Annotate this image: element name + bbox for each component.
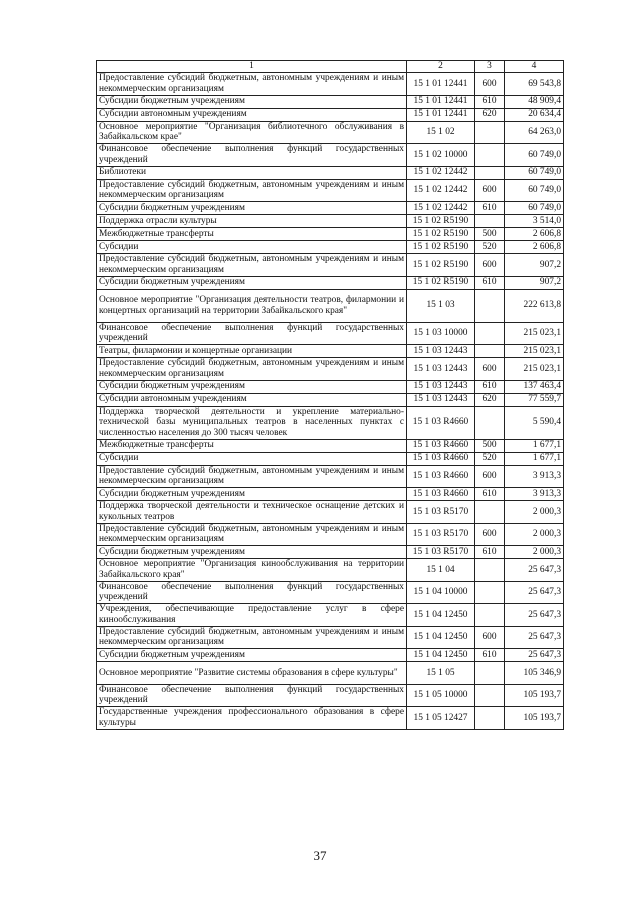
row-code-cell: 15 1 02 12442 — [407, 166, 475, 179]
row-code-cell: 15 1 04 12450 — [407, 626, 475, 649]
table-row — [97, 289, 564, 322]
table-row — [97, 581, 564, 604]
table-row — [97, 276, 564, 289]
row-code-cell: 15 1 02 R5190 — [407, 241, 475, 254]
row-type-cell: 600 — [475, 358, 505, 381]
row-type-cell — [475, 581, 505, 604]
row-code-cell: 15 1 01 12441 — [407, 95, 475, 108]
table-row — [97, 465, 564, 488]
row-name-cell: Основное мероприятие "Организация кинообслуживания на территории Забайкальского края" — [97, 559, 407, 582]
row-amount-cell: 137 463,4 — [505, 380, 564, 393]
row-name-cell: Субсидии бюджетным учреждениям — [97, 276, 407, 289]
row-amount-cell: 222 613,8 — [505, 289, 564, 322]
row-code-cell: 15 1 02 R5190 — [407, 215, 475, 228]
table-row — [97, 684, 564, 707]
row-type-cell: 600 — [475, 523, 505, 546]
table-row — [97, 121, 564, 144]
row-code-cell: 15 1 04 — [407, 559, 475, 582]
row-code-cell: 15 1 03 12443 — [407, 380, 475, 393]
row-amount-cell: 25 647,3 — [505, 604, 564, 627]
row-code-cell: 15 1 03 12443 — [407, 358, 475, 381]
table-row — [97, 345, 564, 358]
row-code-cell: 15 1 02 R5190 — [407, 228, 475, 241]
row-type-cell — [475, 289, 505, 322]
row-code-cell: 15 1 03 12443 — [407, 393, 475, 406]
row-type-cell — [475, 662, 505, 685]
row-amount-cell: 1 677,1 — [505, 452, 564, 465]
table-row — [97, 406, 564, 439]
row-type-cell: 610 — [475, 380, 505, 393]
row-amount-cell: 60 749,0 — [505, 179, 564, 202]
row-type-cell — [475, 166, 505, 179]
table-row — [97, 662, 564, 685]
header-col-4: 4 — [505, 61, 564, 73]
row-name-cell: Межбюджетные трансферты — [97, 228, 407, 241]
table-row — [97, 144, 564, 167]
row-name-cell: Финансовое обеспечение выполнения функций государственных учреждений — [97, 322, 407, 345]
table-row — [97, 626, 564, 649]
row-name-cell: Театры, филармонии и концертные организации — [97, 345, 407, 358]
table-row — [97, 452, 564, 465]
row-name-cell: Предоставление субсидий бюджетным, автономным учреждениям и иным некоммерческим организациям — [97, 179, 407, 202]
row-amount-cell: 25 647,3 — [505, 581, 564, 604]
row-type-cell: 500 — [475, 439, 505, 452]
row-amount-cell: 215 023,1 — [505, 345, 564, 358]
row-name-cell: Субсидии — [97, 452, 407, 465]
table-row — [97, 322, 564, 345]
row-amount-cell: 77 559,7 — [505, 393, 564, 406]
row-name-cell: Субсидии бюджетным учреждениям — [97, 380, 407, 393]
row-code-cell: 15 1 02 R5190 — [407, 254, 475, 277]
row-type-cell — [475, 345, 505, 358]
row-code-cell: 15 1 02 12442 — [407, 202, 475, 215]
header-col-1: 1 — [97, 61, 407, 73]
row-amount-cell: 215 023,1 — [505, 358, 564, 381]
row-type-cell — [475, 215, 505, 228]
row-code-cell: 15 1 03 R5170 — [407, 501, 475, 524]
table-row — [97, 488, 564, 501]
header-col-2: 2 — [407, 61, 475, 73]
table-row — [97, 501, 564, 524]
row-name-cell: Субсидии бюджетным учреждениям — [97, 488, 407, 501]
table-row — [97, 559, 564, 582]
row-amount-cell: 2 000,3 — [505, 546, 564, 559]
row-code-cell: 15 1 05 10000 — [407, 684, 475, 707]
table-row — [97, 108, 564, 121]
table-row — [97, 241, 564, 254]
row-type-cell: 620 — [475, 393, 505, 406]
page-number: 37 — [313, 848, 327, 863]
row-name-cell: Предоставление субсидий бюджетным, автономным учреждениям и иным некоммерческим организациям — [97, 254, 407, 277]
table-row — [97, 439, 564, 452]
row-name-cell: Субсидии автономным учреждениям — [97, 108, 407, 121]
row-type-cell: 520 — [475, 241, 505, 254]
row-amount-cell: 2 000,3 — [505, 501, 564, 524]
row-code-cell: 15 1 04 10000 — [407, 581, 475, 604]
row-name-cell: Поддержка творческой деятельности и укрепление материально-технической базы муниципальных театров в населенных пунктах с численностью населения до 300 тысяч человек — [97, 406, 407, 439]
row-amount-cell: 215 023,1 — [505, 322, 564, 345]
row-name-cell: Субсидии бюджетным учреждениям — [97, 649, 407, 662]
row-code-cell: 15 1 03 R4660 — [407, 406, 475, 439]
row-amount-cell: 907,2 — [505, 276, 564, 289]
row-amount-cell: 64 263,0 — [505, 121, 564, 144]
row-type-cell: 600 — [475, 179, 505, 202]
row-name-cell: Основное мероприятие "Организация деятельности театров, филармонии и концертных организаций на территории Забайкальского края" — [97, 289, 407, 322]
table-row — [97, 358, 564, 381]
row-type-cell: 610 — [475, 202, 505, 215]
row-name-cell: Финансовое обеспечение выполнения функций государственных учреждений — [97, 684, 407, 707]
table-body — [97, 73, 564, 730]
row-amount-cell: 105 193,7 — [505, 707, 564, 730]
row-type-cell: 620 — [475, 108, 505, 121]
row-name-cell: Основное мероприятие "Развитие системы образования в сфере культуры" — [97, 662, 407, 685]
row-code-cell: 15 1 03 R4660 — [407, 439, 475, 452]
row-amount-cell: 2 606,8 — [505, 228, 564, 241]
row-amount-cell: 48 909,4 — [505, 95, 564, 108]
row-name-cell: Субсидии бюджетным учреждениям — [97, 546, 407, 559]
row-code-cell: 15 1 02 12442 — [407, 179, 475, 202]
table-row — [97, 202, 564, 215]
row-code-cell: 15 1 03 10000 — [407, 322, 475, 345]
row-code-cell: 15 1 02 R5190 — [407, 276, 475, 289]
row-code-cell: 15 1 03 R5170 — [407, 546, 475, 559]
row-name-cell: Предоставление субсидий бюджетным, автономным учреждениям и иным некоммерческим организациям — [97, 73, 407, 96]
row-type-cell: 500 — [475, 228, 505, 241]
row-amount-cell: 25 647,3 — [505, 626, 564, 649]
row-amount-cell: 2 000,3 — [505, 523, 564, 546]
table-row — [97, 707, 564, 730]
table-row — [97, 166, 564, 179]
row-amount-cell: 60 749,0 — [505, 202, 564, 215]
row-amount-cell: 25 647,3 — [505, 649, 564, 662]
row-name-cell: Субсидии — [97, 241, 407, 254]
row-name-cell: Основное мероприятие "Организация библиотечного обслуживания в Забайкальском крае" — [97, 121, 407, 144]
row-code-cell: 15 1 04 12450 — [407, 649, 475, 662]
row-name-cell: Поддержка отрасли культуры — [97, 215, 407, 228]
row-code-cell: 15 1 03 R4660 — [407, 488, 475, 501]
row-type-cell: 600 — [475, 254, 505, 277]
row-amount-cell: 20 634,4 — [505, 108, 564, 121]
row-amount-cell: 60 749,0 — [505, 166, 564, 179]
row-amount-cell: 3 514,0 — [505, 215, 564, 228]
table-row — [97, 546, 564, 559]
row-type-cell — [475, 501, 505, 524]
row-type-cell — [475, 684, 505, 707]
row-code-cell: 15 1 01 12441 — [407, 108, 475, 121]
row-code-cell: 15 1 03 R4660 — [407, 465, 475, 488]
table-row — [97, 228, 564, 241]
row-name-cell: Межбюджетные трансферты — [97, 439, 407, 452]
row-type-cell — [475, 559, 505, 582]
row-type-cell: 610 — [475, 546, 505, 559]
row-type-cell: 610 — [475, 95, 505, 108]
row-amount-cell: 60 749,0 — [505, 144, 564, 167]
row-name-cell: Предоставление субсидий бюджетным, автономным учреждениям и иным некоммерческим организациям — [97, 358, 407, 381]
row-type-cell: 610 — [475, 649, 505, 662]
row-amount-cell: 2 606,8 — [505, 241, 564, 254]
table-row — [97, 73, 564, 96]
table-row — [97, 254, 564, 277]
table-row — [97, 649, 564, 662]
row-code-cell: 15 1 05 12427 — [407, 707, 475, 730]
row-amount-cell: 25 647,3 — [505, 559, 564, 582]
row-code-cell: 15 1 03 12443 — [407, 345, 475, 358]
row-type-cell: 600 — [475, 73, 505, 96]
row-code-cell: 15 1 03 R5170 — [407, 523, 475, 546]
row-name-cell: Предоставление субсидий бюджетным, автономным учреждениям и иным некоммерческим организациям — [97, 465, 407, 488]
row-name-cell: Финансовое обеспечение выполнения функций государственных учреждений — [97, 581, 407, 604]
row-code-cell: 15 1 02 10000 — [407, 144, 475, 167]
header-col-3: 3 — [475, 61, 505, 73]
row-amount-cell: 907,2 — [505, 254, 564, 277]
table-row — [97, 393, 564, 406]
row-amount-cell: 1 677,1 — [505, 439, 564, 452]
row-type-cell — [475, 604, 505, 627]
row-type-cell: 600 — [475, 626, 505, 649]
row-name-cell: Поддержка творческой деятельности и техническое оснащение детских и кукольных театров — [97, 501, 407, 524]
header-row — [97, 61, 564, 73]
table-row — [97, 95, 564, 108]
budget-table — [96, 60, 564, 730]
table-row — [97, 380, 564, 393]
table-row — [97, 215, 564, 228]
row-name-cell: Предоставление субсидий бюджетным, автономным учреждениям и иным некоммерческим организациям — [97, 626, 407, 649]
table-row — [97, 604, 564, 627]
row-code-cell: 15 1 04 12450 — [407, 604, 475, 627]
row-amount-cell: 3 913,3 — [505, 488, 564, 501]
row-code-cell: 15 1 05 — [407, 662, 475, 685]
row-type-cell — [475, 707, 505, 730]
row-code-cell: 15 1 02 — [407, 121, 475, 144]
row-type-cell — [475, 144, 505, 167]
row-name-cell: Предоставление субсидий бюджетным, автономным учреждениям и иным некоммерческим организациям — [97, 523, 407, 546]
row-amount-cell: 69 543,8 — [505, 73, 564, 96]
row-amount-cell: 5 590,4 — [505, 406, 564, 439]
row-code-cell: 15 1 01 12441 — [407, 73, 475, 96]
row-code-cell: 15 1 03 R4660 — [407, 452, 475, 465]
table-header — [97, 61, 564, 73]
table-row — [97, 523, 564, 546]
row-type-cell: 610 — [475, 488, 505, 501]
row-code-cell: 15 1 03 — [407, 289, 475, 322]
row-name-cell: Библиотеки — [97, 166, 407, 179]
row-type-cell — [475, 121, 505, 144]
row-name-cell: Государственные учреждения профессионального образования в сфере культуры — [97, 707, 407, 730]
row-name-cell: Субсидии автономным учреждениям — [97, 393, 407, 406]
row-amount-cell: 105 346,9 — [505, 662, 564, 685]
row-type-cell: 610 — [475, 276, 505, 289]
row-name-cell: Финансовое обеспечение выполнения функций государственных учреждений — [97, 144, 407, 167]
row-name-cell: Субсидии бюджетным учреждениям — [97, 95, 407, 108]
row-type-cell: 600 — [475, 465, 505, 488]
row-amount-cell: 105 193,7 — [505, 684, 564, 707]
row-type-cell: 520 — [475, 452, 505, 465]
row-type-cell — [475, 322, 505, 345]
row-name-cell: Субсидии бюджетным учреждениям — [97, 202, 407, 215]
row-amount-cell: 3 913,3 — [505, 465, 564, 488]
row-type-cell — [475, 406, 505, 439]
table-row — [97, 179, 564, 202]
row-name-cell: Учреждения, обеспечивающие предоставление услуг в сфере кинообслуживания — [97, 604, 407, 627]
